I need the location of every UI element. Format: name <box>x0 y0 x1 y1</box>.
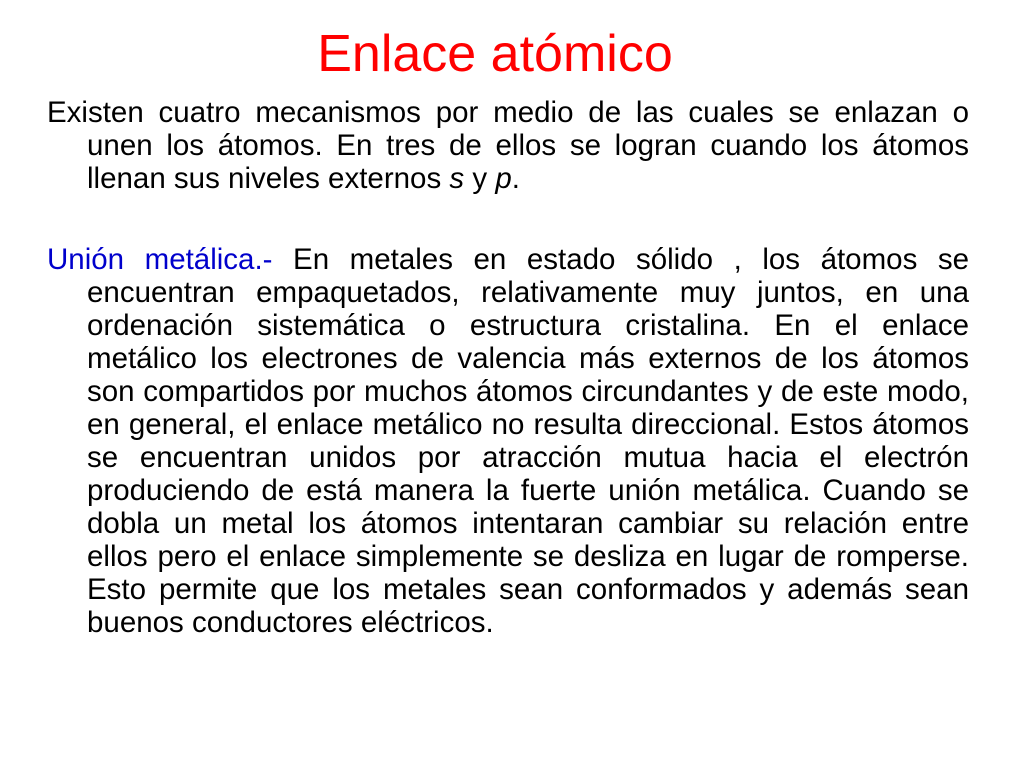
metallic-bond-text: En metales en estado sólido , los átomos se encuentran empaquetados, relativamente muy juntos, en una ordenación sistemática o estructura cristalina. En el enlace metálico los electrones de valencia más externos de los átomos son compartidos por muchos átomos circundantes y de este modo, en general, el enlace metálico no resulta direccional. Estos átomos se encuentran unidos por atracción mutua hacia el electrón produciendo de está manera la fuerte unión metálica. Cuando se dobla un metal los átomos intentaran cambiar su relación entre ellos pero el enlace simplemente se desliza en lugar de romperse. Esto permite que los metales sean conformados y además sean buenos conductores eléctricos. <box>87 243 970 639</box>
intro-paragraph <box>47 96 969 195</box>
orbital-s: s <box>449 162 465 195</box>
intro-end: . <box>511 162 520 195</box>
orbital-p: p <box>495 162 512 195</box>
intro-text: Existen cuatro mecanismos por medio de las cuales se enlazan o unen los átomos. En tres de ellos se logran cuando los átomos llenan sus niveles externos <box>47 96 969 195</box>
metallic-bond-paragraph <box>47 243 969 639</box>
conjunction-y: y <box>464 162 496 195</box>
metallic-bond-heading: Unión metálica.- <box>47 243 273 276</box>
slide-title: Enlace atómico <box>317 25 673 83</box>
